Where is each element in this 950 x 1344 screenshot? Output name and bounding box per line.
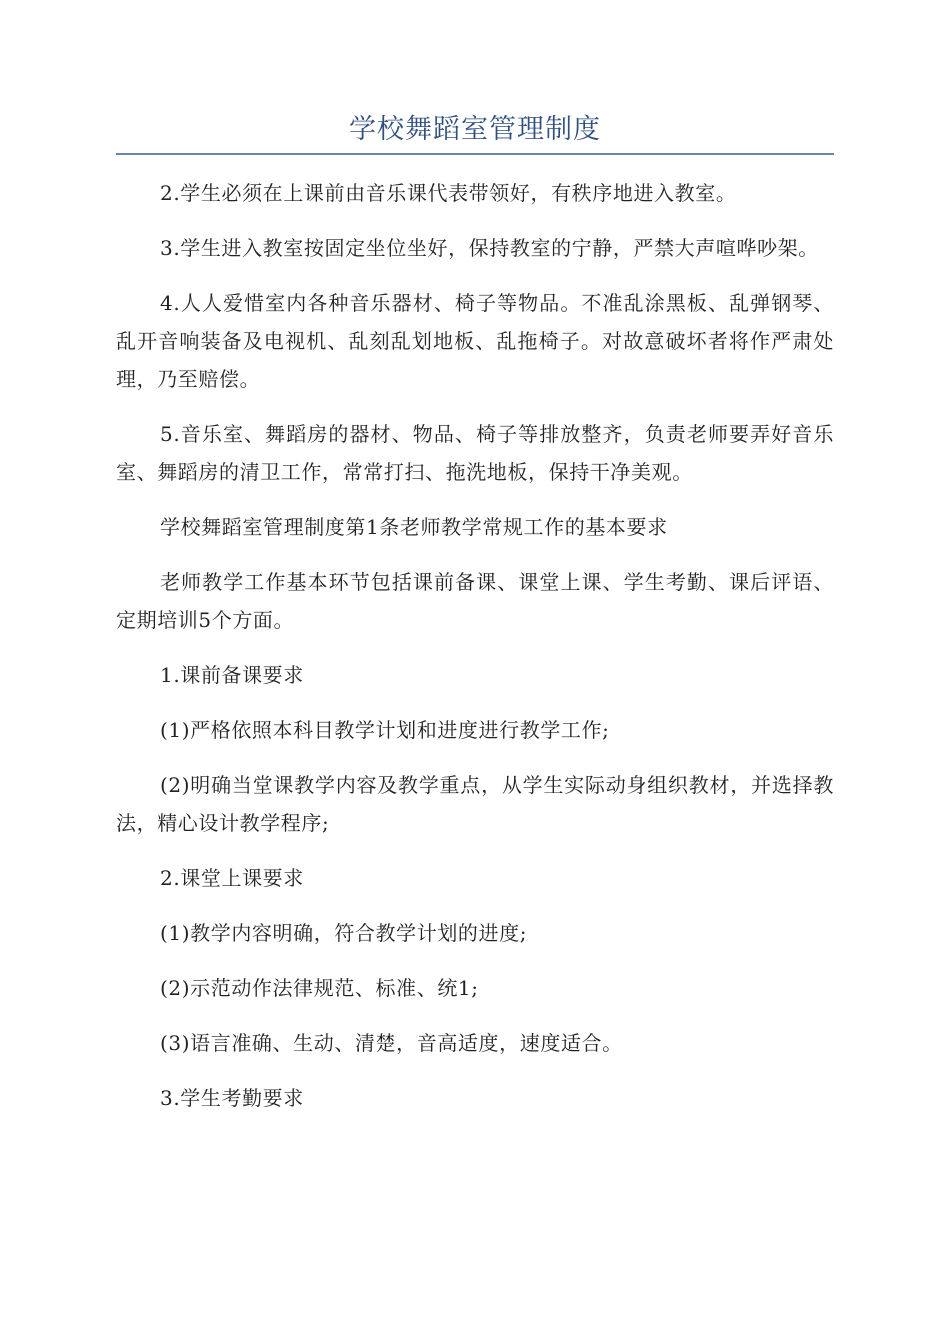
paragraph: 2.学生必须在上课前由音乐课代表带领好，有秩序地进入教室。 [160, 181, 737, 205]
list-item: (1)教学内容明确，符合教学计划的进度; [160, 921, 528, 945]
document-title: 学校舞蹈室管理制度 [349, 114, 601, 145]
list-item: (2)明确当堂课教学内容及教学重点，从学生实际动身组织教材，并选择教法，精心设计教学程序; [116, 773, 834, 835]
paragraph: 老师教学工作基本环节包括课前备课、课堂上课、学生考勤、课后评语、定期培训5个方面。 [116, 570, 834, 632]
list-item: (2)示范动作法律规范、标准、统1; [160, 976, 479, 1000]
section-heading: 学校舞蹈室管理制度第1条老师教学常规工作的基本要求 [160, 515, 668, 539]
paragraph: 5.音乐室、舞蹈房的器材、物品、椅子等排放整齐，负责老师要弄好音乐室、舞蹈房的清卫工作，常常打扫、拖洗地板，保持干净美观。 [116, 422, 834, 484]
paragraph: 3.学生进入教室按固定坐位坐好，保持教室的宁静，严禁大声喧哗吵架。 [160, 236, 819, 260]
document-page [116, 0, 834, 1344]
list-item: (1)严格依照本科目教学计划和进度进行教学工作; [160, 718, 610, 742]
subsection-heading: 3.学生考勤要求 [160, 1086, 304, 1110]
list-item: (3)语言准确、生动、清楚，音高适度，速度适合。 [160, 1031, 623, 1055]
paragraph: 4.人人爱惜室内各种音乐器材、椅子等物品。不准乱涂黑板、乱弹钢琴、乱开音响装备及电视机、乱刻乱划地板、乱拖椅子。对故意破坏者将作严肃处理，乃至赔偿。 [116, 291, 834, 391]
title-underline [116, 153, 834, 155]
subsection-heading: 1.课前备课要求 [160, 663, 304, 687]
document-body [116, 174, 834, 1134]
subsection-heading: 2.课堂上课要求 [160, 866, 304, 890]
